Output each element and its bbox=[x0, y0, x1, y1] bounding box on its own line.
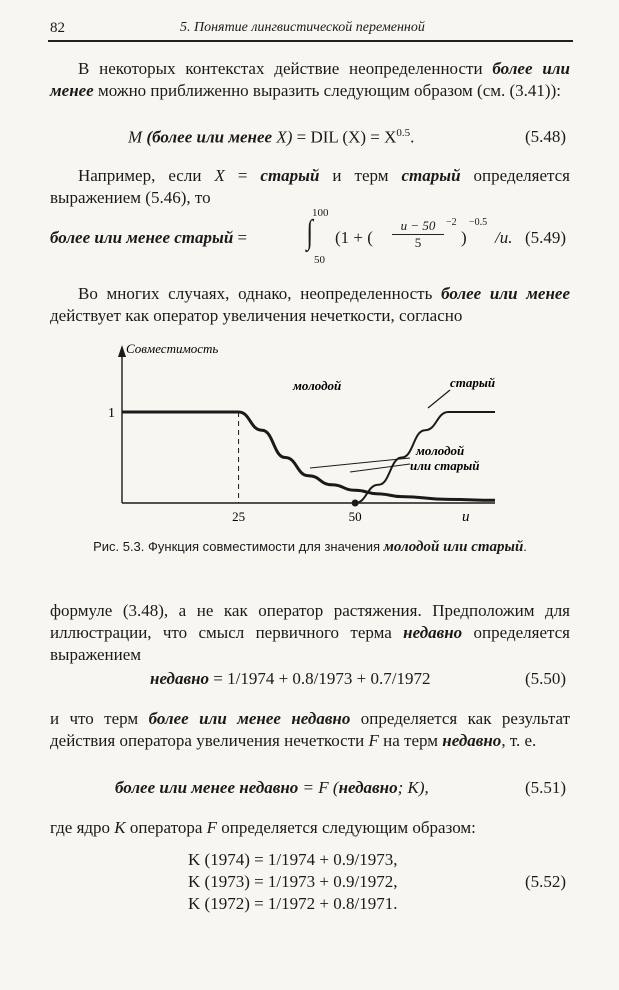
term-bolee-ili-menee-nedavno: более или менее недавно bbox=[148, 709, 351, 728]
term-nedavno: недавно bbox=[403, 623, 463, 642]
eq-mid: = F ( bbox=[298, 778, 339, 797]
paragraph-5 bbox=[50, 708, 570, 752]
label-young-or-old-2: или старый bbox=[410, 458, 480, 473]
equation-number-5-51: (5.51) bbox=[525, 778, 567, 797]
var-k: K bbox=[114, 818, 126, 837]
equation-number-5-50: (5.50) bbox=[525, 669, 567, 688]
term-bolee-ili-menee: более или менее bbox=[441, 284, 570, 303]
page-number: 82 bbox=[50, 20, 65, 36]
text: = bbox=[224, 166, 261, 185]
term-bolee-ili-menee: более или менее bbox=[50, 59, 570, 100]
point-u-50 bbox=[352, 500, 359, 507]
eq-rhs: = 1/1974 + 0.8/1973 + 0.7/1972 bbox=[209, 669, 431, 688]
text: на терм bbox=[378, 731, 443, 750]
eq-m: M bbox=[128, 127, 143, 147]
caption-text: Рис. 5.3. Функция совместимости для значения bbox=[93, 539, 384, 554]
text: определяется выражением (5.46), то bbox=[50, 166, 570, 207]
var-x: X bbox=[214, 166, 225, 185]
paragraph-4 bbox=[50, 600, 570, 666]
eq-arg: недавно bbox=[338, 778, 398, 797]
eq-x: X) bbox=[272, 127, 293, 147]
equation-5-52-line-1: K (1974) = 1/1974 + 0.9/1973, bbox=[188, 850, 398, 869]
text: определяется выражением bbox=[50, 623, 570, 664]
equation-number-5-48: (5.48) bbox=[525, 127, 567, 146]
exponent-2: −0.5 bbox=[469, 217, 488, 228]
text: определяется следующим образом: bbox=[217, 818, 476, 837]
eq-end: ; K), bbox=[397, 778, 429, 797]
fraction-numerator: u − 50 bbox=[392, 218, 444, 235]
var-f: F bbox=[368, 731, 379, 750]
integrand-close: ) bbox=[461, 228, 467, 247]
var-f: F bbox=[206, 818, 218, 837]
text: Например, если bbox=[78, 166, 215, 185]
text: и что терм bbox=[50, 709, 149, 728]
label-old: старый bbox=[450, 375, 496, 390]
text: где ядро bbox=[50, 818, 115, 837]
text: можно приближенно выразить следующим образом (см. (3.41)): bbox=[93, 81, 561, 100]
text: и терм bbox=[319, 166, 402, 185]
equation-number-5-52: (5.52) bbox=[525, 872, 567, 891]
eq-exp: 0.5 bbox=[396, 127, 411, 139]
caption-term: молодой или старый bbox=[383, 539, 524, 555]
x-axis-label: u bbox=[462, 509, 470, 525]
term-stary: старый bbox=[401, 166, 461, 185]
label-young: молодой bbox=[293, 378, 342, 393]
fraction-denominator: 5 bbox=[414, 235, 422, 250]
text: Во многих случаях, однако, неопределенность bbox=[78, 284, 442, 303]
leader-line-old bbox=[428, 390, 450, 408]
eq-end: . bbox=[410, 127, 415, 147]
paragraph-6 bbox=[50, 817, 570, 839]
integrand-u: /u. bbox=[495, 228, 513, 247]
term-stary: старый bbox=[260, 166, 320, 185]
integral-sign: ∫ bbox=[306, 214, 313, 251]
eq-rhs: = DIL (X) = X bbox=[292, 127, 397, 147]
integral-lower-limit: 50 bbox=[314, 254, 325, 266]
equation-5-52-line-2: K (1973) = 1/1973 + 0.9/1972, bbox=[188, 872, 398, 891]
integral-upper-limit: 100 bbox=[312, 207, 329, 219]
y-axis-label: Совместимость bbox=[126, 341, 219, 356]
text: оператора bbox=[125, 818, 207, 837]
eq-arg: (более или менее bbox=[146, 127, 273, 147]
x-tick-25: 25 bbox=[232, 509, 246, 524]
y-axis-arrow bbox=[118, 345, 126, 357]
x-tick-50: 50 bbox=[348, 509, 362, 524]
text: В некоторых контекстах действие неопределенности bbox=[78, 59, 493, 78]
text: , т. е. bbox=[501, 731, 537, 750]
equation-5-50 bbox=[150, 669, 430, 689]
term-nedavno: недавно bbox=[442, 731, 502, 750]
eq-lhs: недавно bbox=[150, 669, 210, 688]
text: формуле (3.48), а не как оператор растяжения. Предположим для иллюстрации, что смысл первичного терма bbox=[50, 601, 570, 642]
equation-5-52-line-3: K (1972) = 1/1972 + 0.8/1971. bbox=[188, 894, 398, 913]
leader-line-2 bbox=[350, 464, 410, 472]
integrand-open: (1 + ( bbox=[335, 228, 373, 247]
figure-caption bbox=[60, 538, 560, 556]
running-title: 5. Понятие лингвистической переменной bbox=[180, 20, 425, 35]
text: определяется как результат действия оператора увеличения нечеткости bbox=[50, 709, 570, 750]
eq-lhs: более или менее недавно bbox=[115, 778, 299, 797]
equation-number-5-49: (5.49) bbox=[525, 228, 567, 247]
label-young-or-old-1: молодой bbox=[416, 443, 465, 458]
eq-lhs: более или менее старый bbox=[50, 228, 234, 247]
y-tick-1: 1 bbox=[108, 406, 115, 421]
caption-end: . bbox=[523, 539, 527, 554]
text: действует как оператор увеличения нечеткости, согласно bbox=[50, 306, 463, 325]
eq-sign: = bbox=[237, 228, 248, 247]
equation-5-51 bbox=[115, 778, 429, 798]
exponent-1: −2 bbox=[446, 217, 457, 228]
